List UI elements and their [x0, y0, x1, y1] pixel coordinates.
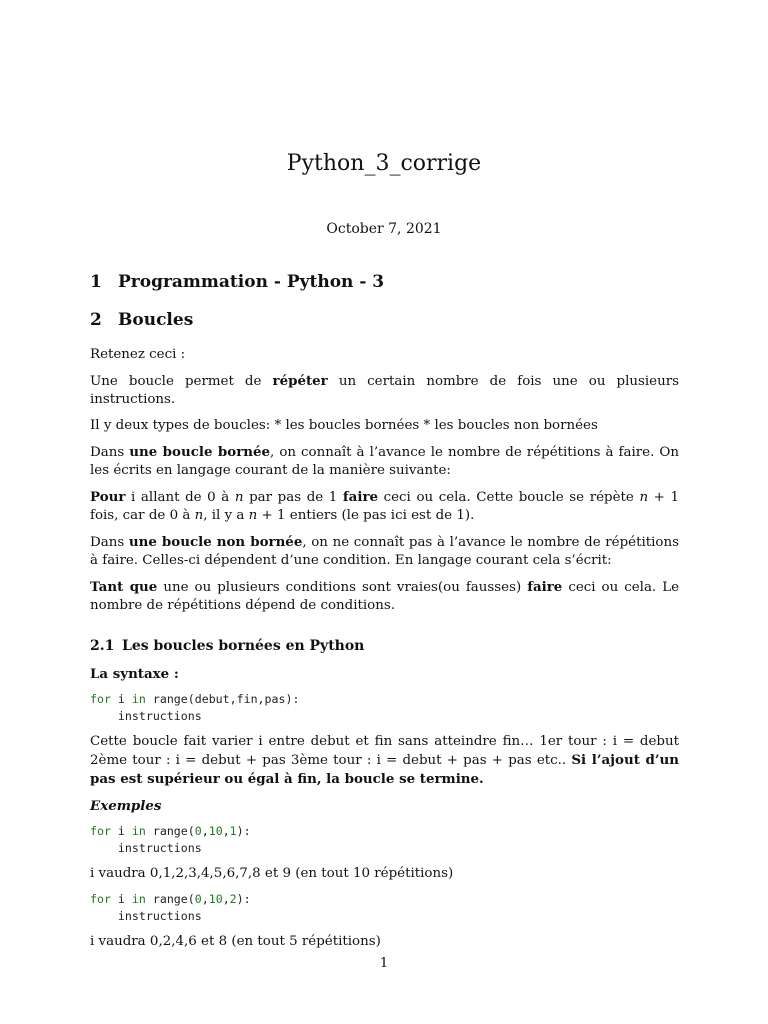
syntax-label: La syntaxe : — [90, 666, 179, 682]
code-block-example-1: for i in range(0,10,1): instructions — [90, 824, 251, 855]
section-title: Programmation - Python - 3 — [118, 272, 385, 292]
subsection-title: Les boucles bornées en Python — [122, 638, 365, 654]
paragraph-result-2: i vaudra 0,2,4,6 et 8 (en tout 5 répétitions) — [90, 934, 381, 949]
paragraph-explanation: Cette boucle fait varier i entre debut et fin sans atteindre fin… 1er tour : i = debut 2ème tour : i = debut + pas 3ème tour : i = debut + pas + pas etc.. Si l’ajout d’un pas est supérieur ou égal à fin, la boucle se termine. — [90, 734, 679, 787]
paragraph-tant-que: Tant que une ou plusieurs conditions sont vraies(ou fausses) faire ceci ou cela. Le nombre de répétitions dépend de conditions. — [90, 579, 680, 613]
paragraph-types: Il y deux types de boucles: * les boucles bornées * les boucles non bornées — [90, 418, 598, 433]
paragraph-result-1: i vaudra 0,1,2,3,4,5,6,7,8 et 9 (en tout 10 répétitions) — [90, 866, 454, 881]
paragraph-boucle-non-bornee: Dans une boucle non bornée, on ne connaît pas à l’avance le nombre de répétitions à faire. Celles-ci dépendent d’une condition. En langage courant cela s’écrit: — [90, 534, 679, 568]
section-heading-2 — [90, 306, 679, 334]
paragraph-boucle-definition: Une boucle permet de répéter un certain nombre de fois une ou plusieurs instructions. — [90, 373, 679, 407]
code-block-syntax: for i in range(debut,fin,pas): instructions — [90, 692, 300, 723]
paragraph-boucle-bornee: Dans une boucle bornée, on connaît à l’avance le nombre de répétitions à faire. On les écrits en langage courant de la manière suivante: — [90, 444, 679, 478]
section-number: 1 — [90, 272, 102, 292]
section-title: Boucles — [118, 310, 194, 330]
section-heading-1 — [90, 268, 679, 296]
document-title: Python_3_corrige — [286, 151, 482, 176]
document-date: October 7, 2021 — [326, 221, 442, 237]
subsection-number: 2.1 — [90, 638, 115, 654]
section-number: 2 — [90, 310, 102, 330]
document-body — [90, 268, 679, 959]
code-block-example-2: for i in range(0,10,2): instructions — [90, 892, 251, 923]
page-number: 1 — [379, 956, 389, 971]
subsection-heading — [90, 635, 679, 657]
examples-label: Exemples — [90, 798, 162, 814]
paragraph-pour: Pour i allant de 0 à n par pas de 1 faire ceci ou cela. Cette boucle se répète n + 1 fois, car de 0 à n, il y a n + 1 entiers (le pas ici est de 1). — [90, 489, 680, 523]
paragraph-retenez: Retenez ceci : — [90, 347, 186, 362]
